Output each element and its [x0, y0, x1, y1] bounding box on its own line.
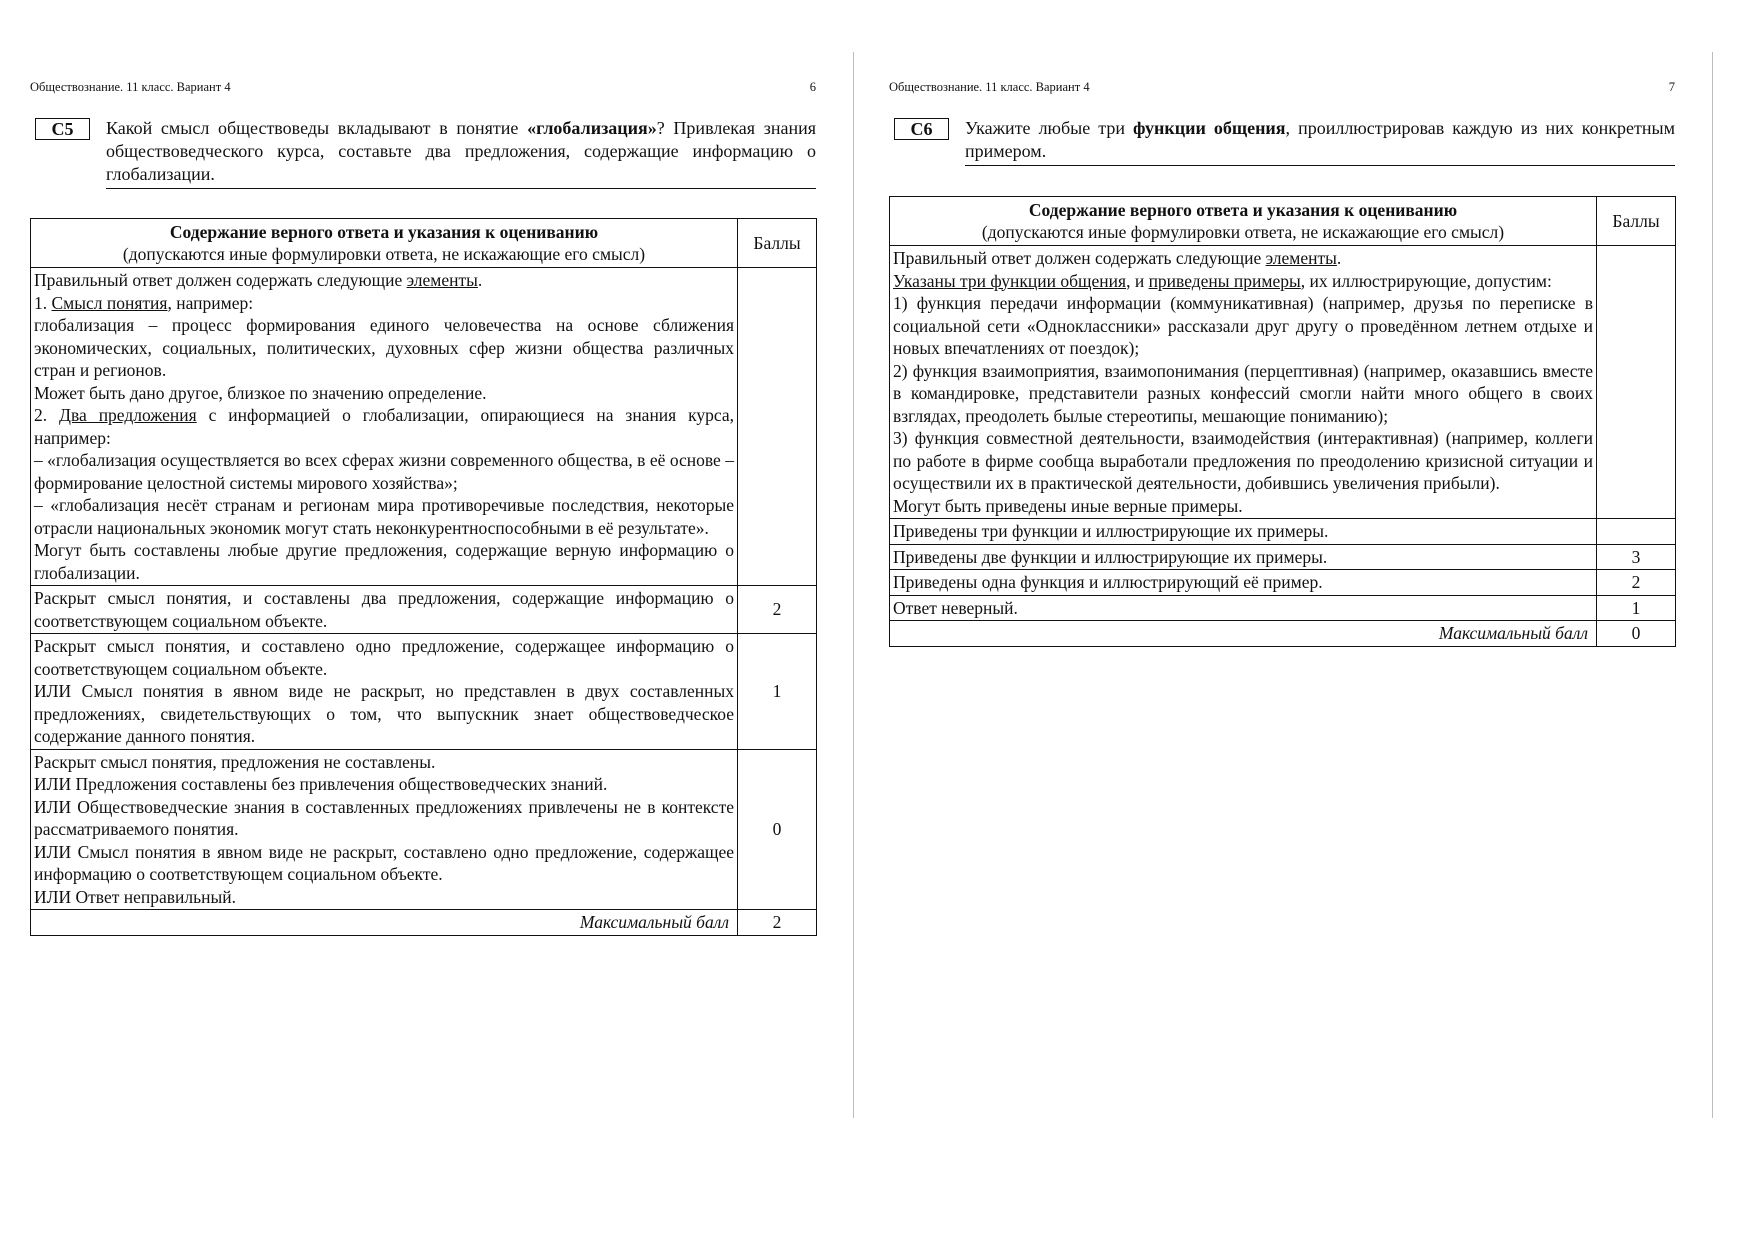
header-title: Обществознание. 11 класс. Вариант 4: [30, 80, 231, 94]
criteria-row: [890, 570, 1676, 596]
page-number: 6: [809, 80, 816, 94]
answer-table: [30, 218, 817, 936]
intro-elements: элементы: [406, 270, 478, 290]
criteria-row: [31, 634, 817, 750]
criteria-text: Ответ неверный.: [890, 595, 1597, 621]
intro-elements: элементы: [1265, 248, 1337, 268]
table-header-row: [890, 197, 1676, 246]
task-c5: [30, 117, 816, 189]
max-score-label: Максимальный балл: [31, 910, 738, 936]
page-header: [30, 80, 816, 95]
req-rest: , их иллюстрирующие, допустим:: [1300, 270, 1552, 291]
header-score: Баллы: [1597, 197, 1676, 246]
criteria-row: [31, 749, 817, 910]
task-text: [106, 117, 816, 189]
header-content-cell: [890, 197, 1597, 246]
answer-content-cell: [31, 268, 738, 586]
max-score-row: [31, 910, 817, 936]
item1-num: 1.: [34, 292, 52, 313]
criteria-score: 3: [1597, 544, 1676, 570]
max-score-value: 2: [738, 910, 817, 936]
answer-content-row: [31, 268, 817, 586]
header-score: Баллы: [738, 219, 817, 268]
requirement-line: [893, 270, 1593, 293]
intro-end: .: [477, 270, 483, 290]
task-term: «глобализация»: [527, 118, 657, 138]
task-label: C6: [894, 118, 949, 140]
criteria-row: [31, 586, 817, 634]
task-text-after: , проиллюстрировав каждую из них конкретным примером.: [965, 118, 1675, 161]
criteria-row: [890, 595, 1676, 621]
page-header: [889, 80, 1675, 95]
criteria-line: Раскрыт смысл понятия, и составлены два предложения, содержащие информацию о соответствующем социальном объекте.: [34, 588, 734, 631]
intro-line: [893, 247, 1593, 270]
task-text: [965, 117, 1675, 166]
criteria-line: Раскрыт смысл понятия, предложения не составлены.: [34, 751, 436, 772]
criteria-text: [31, 586, 738, 634]
page-number: 7: [1668, 80, 1675, 94]
page-divider: [853, 52, 854, 1118]
header-main: Содержание верного ответа и указания к оцениванию: [169, 221, 599, 242]
intro-line: [34, 269, 734, 292]
task-text-before: Укажите любые три: [965, 118, 1133, 138]
item1-note: Может быть дано другое, близкое по значению определение.: [34, 382, 487, 403]
task-label: C5: [35, 118, 90, 140]
example-2: – «глобализация несёт странам и регионам мира противоречивые последствия, некоторые отрасли национальных экономик могут стать неконкурентноспособными в её результате».: [34, 495, 734, 538]
max-score-label: Максимальный балл: [890, 621, 1597, 647]
task-c6: [889, 117, 1675, 166]
page-edge: [1712, 52, 1713, 1118]
intro-text: Правильный ответ должен содержать следующие: [34, 270, 407, 290]
criteria-score: 0: [738, 749, 817, 910]
req-examples: приведены примеры: [1148, 270, 1301, 291]
answer-content-row: [890, 246, 1676, 519]
header-content-cell: [31, 219, 738, 268]
criteria-text: Приведены три функции и иллюстрирующие их примеры.: [890, 519, 1597, 545]
criteria-score: 1: [738, 634, 817, 750]
item2-num: 2.: [34, 405, 60, 425]
intro-end: .: [1336, 248, 1342, 268]
criteria-line: ИЛИ Ответ неправильный.: [34, 886, 236, 907]
task-term: функции общения: [1133, 118, 1286, 138]
answer-score-cell: [1597, 246, 1676, 519]
function-3: 3) функция совместной деятельности, взаимодействия (интерактивная) (например, коллеги по работе в фирме сообща выработали предложения по преодолению кризисной ситуации и осуществили их в практической деятельности, добившись увеличения прибыли).: [893, 428, 1593, 493]
header-main: Содержание верного ответа и указания к оцениванию: [1028, 199, 1458, 220]
criteria-text: Приведены две функции и иллюстрирующие их примеры.: [890, 544, 1597, 570]
table-header-row: [31, 219, 817, 268]
criteria-score: 2: [738, 586, 817, 634]
item1-definition: глобализация – процесс формирования единого человечества на основе сближения экономических, социальных, политических, духовных сфер жизни общества различных стран и регионов.: [34, 315, 734, 380]
intro-text: Правильный ответ должен содержать следующие: [893, 248, 1266, 268]
criteria-line: ИЛИ Обществоведческие знания в составленных предложениях привлечены не в контексте рассматриваемого понятия.: [34, 796, 734, 839]
answer-content-cell: [890, 246, 1597, 519]
item2-underlined: Два предложения: [59, 405, 197, 425]
task-text-after: ? Привлекая знания обществоведческого курса, составьте два предложения, содержащие информацию о глобализации.: [106, 118, 816, 184]
req-functions: Указаны три функции общения: [893, 270, 1127, 291]
criteria-row: [890, 519, 1676, 545]
criteria-score: 1: [1597, 595, 1676, 621]
criteria-line: Раскрыт смысл понятия, и составлено одно предложение, содержащее информацию о соответствующем социальном объекте.: [34, 636, 734, 679]
max-score-value: 0: [1597, 621, 1676, 647]
header-title: Обществознание. 11 класс. Вариант 4: [889, 80, 1090, 94]
example-1: – «глобализация осуществляется во всех сферах жизни современного общества, в её основе – формирование целостной системы мирового хозяйства»;: [34, 450, 734, 493]
examples-note: Могут быть приведены иные верные примеры.: [893, 495, 1243, 516]
function-1: 1) функция передачи информации (коммуникативная) (например, друзья по переписке в социальной сети «Одноклассники» рассказали друг другу о проведённом летнем отдыхе и новых впечатлениях от поездок);: [893, 293, 1593, 358]
answer-table: [889, 196, 1676, 647]
criteria-row: [890, 544, 1676, 570]
criteria-score: [1597, 519, 1676, 545]
item1-rest: , например:: [167, 292, 254, 313]
criteria-text: [31, 634, 738, 750]
function-2: 2) функция взаимоприятия, взаимопонимания (перцептивная) (например, оказавшись вместе в командировке, представители разных конфессий смогли найти много общего в своих взглядах, преодолеть былые стереотипы, мешающие пониманию);: [893, 360, 1593, 426]
max-score-row: [890, 621, 1676, 647]
task-text-before: Какой смысл обществоведы вкладывают в понятие: [106, 118, 528, 138]
item2-heading: [34, 404, 734, 449]
criteria-line: ИЛИ Предложения составлены без привлечения обществоведческих знаний.: [34, 774, 608, 794]
criteria-score: 2: [1597, 570, 1676, 596]
item1-underlined: Смысл понятия: [51, 292, 168, 313]
item2-rest: с информацией о глобализации, опирающиеся на знания курса, например:: [34, 405, 735, 448]
answer-score-cell: [738, 268, 817, 586]
req-and: , и: [1126, 270, 1149, 291]
item1-heading: [34, 292, 734, 315]
header-sub: (допускаются иные формулировки ответа, не искажающие его смысл): [981, 222, 1505, 242]
item2-note: Могут быть составлены любые другие предложения, содержащие верную информацию о глобализации.: [34, 540, 734, 583]
criteria-line: ИЛИ Смысл понятия в явном виде не раскрыт, но представлен в двух составленных предложениях, свидетельствующих о том, что выпускник знает обществоведческое содержание данного понятия.: [34, 681, 734, 746]
criteria-text: Приведены одна функция и иллюстрирующий её пример.: [890, 570, 1597, 596]
criteria-text: [31, 749, 738, 910]
criteria-line: ИЛИ Смысл понятия в явном виде не раскрыт, составлено одно предложение, содержащее информацию о соответствующем социальном объекте.: [34, 841, 734, 884]
header-sub: (допускаются иные формулировки ответа, не искажающие его смысл): [122, 244, 646, 264]
